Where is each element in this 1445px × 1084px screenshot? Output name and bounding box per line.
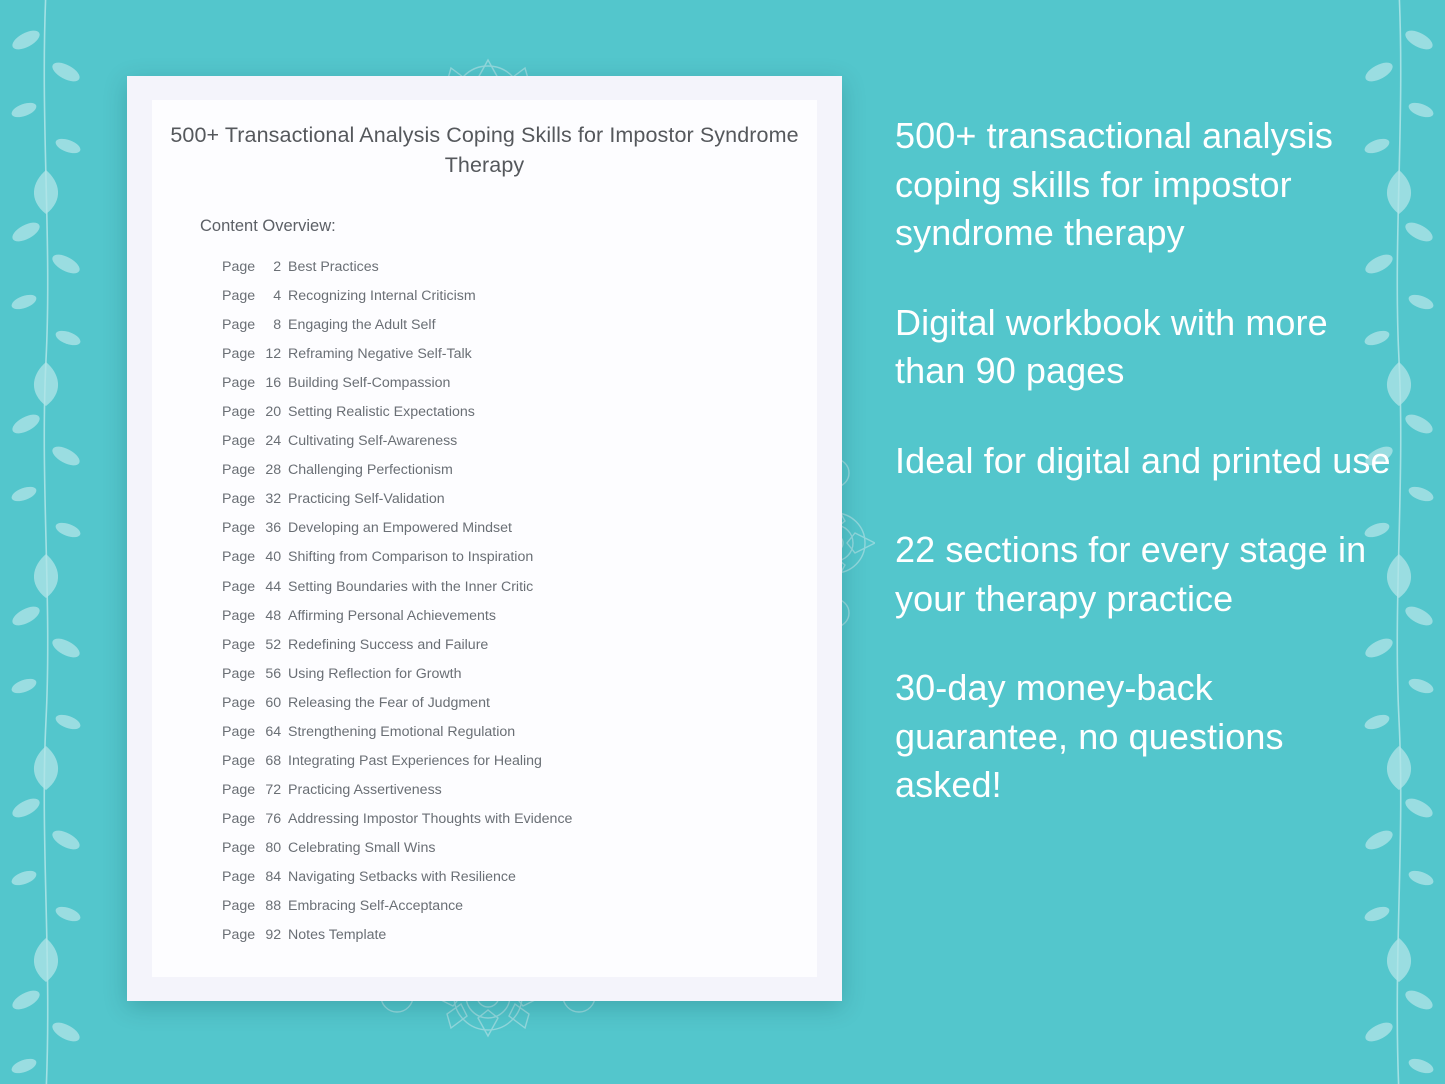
toc-section-label: Engaging the Adult Self	[288, 317, 436, 334]
toc-page-word: Page 52	[222, 636, 282, 653]
toc-section-label: Developing an Empowered Mindset	[288, 520, 512, 537]
toc-section-label: Redefining Success and Failure	[288, 636, 489, 653]
toc-page-word: Page 64	[222, 723, 282, 740]
toc-section-label: Setting Boundaries with the Inner Critic	[288, 578, 534, 595]
list-item	[222, 340, 802, 369]
toc-page-word: Page 60	[222, 694, 282, 711]
toc-section-label: Cultivating Self-Awareness	[288, 433, 458, 450]
list-item	[222, 427, 802, 456]
toc-page-word: Page 36	[222, 520, 282, 537]
toc-page-word: Page 76	[222, 810, 282, 827]
list-item	[222, 369, 802, 398]
floral-border-left	[0, 0, 92, 1084]
feature-item: Digital workbook with more than 90 pages	[895, 301, 1328, 391]
toc-section-label: Navigating Setbacks with Resilience	[288, 868, 516, 885]
list-item	[222, 602, 802, 631]
feature-item: 22 sections for every stage in your therapy practice	[895, 529, 1367, 619]
document-title: 500+ Transactional Analysis Coping Skills for Impostor Syndrome Therapy	[170, 123, 799, 177]
toc-page-word: Page 4	[222, 288, 282, 305]
toc-page-word: Page 28	[222, 462, 282, 479]
list-item	[222, 689, 802, 718]
list-item	[222, 456, 802, 485]
list-item	[222, 311, 802, 340]
feature-item: 30-day money-back guarantee, no questions asked!	[895, 667, 1284, 805]
list-item	[222, 776, 802, 805]
table-of-contents	[222, 253, 802, 950]
list-item	[222, 892, 802, 921]
feature-list	[895, 112, 1395, 810]
toc-section-label: Strengthening Emotional Regulation	[288, 723, 516, 740]
toc-section-label: Best Practices	[288, 259, 379, 275]
toc-page-word: Page 44	[222, 578, 282, 595]
feature-item: 500+ transactional analysis coping skills for impostor syndrome therapy	[895, 115, 1333, 253]
toc-page-word: Page 48	[222, 607, 282, 624]
toc-section-label: Shifting from Comparison to Inspiration	[288, 549, 534, 566]
toc-section-label: Integrating Past Experiences for Healing	[288, 752, 542, 769]
list-item	[222, 805, 802, 834]
list-item	[222, 514, 802, 543]
toc-page-word: Page 68	[222, 752, 282, 769]
list-item	[222, 398, 802, 427]
toc-section-label: Using Reflection for Growth	[288, 665, 462, 682]
list-item	[222, 660, 802, 689]
toc-section-label: Releasing the Fear of Judgment	[288, 694, 490, 711]
toc-section-label: Celebrating Small Wins	[288, 839, 436, 856]
toc-page-word: Page 80	[222, 839, 282, 856]
list-item	[222, 718, 802, 747]
toc-page-word: Page 56	[222, 665, 282, 682]
list-item	[222, 631, 802, 660]
toc-page-word: Page 92	[222, 927, 282, 944]
list-item	[222, 863, 802, 892]
toc-page-word: Page 32	[222, 491, 282, 508]
list-item	[222, 543, 802, 572]
list-item	[222, 921, 802, 950]
toc-section-label: Addressing Impostor Thoughts with Evidence	[288, 810, 573, 827]
toc-section-label: Practicing Self-Validation	[288, 491, 445, 508]
list-item	[222, 253, 802, 282]
toc-page-word: Page 16	[222, 375, 282, 392]
toc-section-label: Affirming Personal Achievements	[288, 607, 496, 624]
list-item	[222, 747, 802, 776]
feature-item: Ideal for digital and printed use	[895, 439, 1391, 481]
toc-page-word: Page 8	[222, 317, 282, 334]
list-item	[222, 573, 802, 602]
toc-page-word: Page 20	[222, 404, 282, 421]
toc-section-label: Setting Realistic Expectations	[288, 404, 475, 421]
toc-section-label: Notes Template	[288, 927, 387, 944]
toc-section-label: Challenging Perfectionism	[288, 462, 453, 479]
vine-pattern-icon	[0, 0, 92, 1084]
toc-page-word: Page 84	[222, 868, 282, 885]
list-item	[222, 834, 802, 863]
list-item	[222, 485, 802, 514]
toc-section-label: Recognizing Internal Criticism	[288, 288, 476, 305]
toc-page-word: Page 12	[222, 346, 282, 363]
toc-section-label: Practicing Assertiveness	[288, 781, 442, 798]
content-overview-label: Content Overview:	[200, 217, 336, 235]
toc-page-word: Page 72	[222, 781, 282, 798]
toc-page-word: Page 2	[222, 259, 282, 275]
toc-page-word: Page 88	[222, 898, 282, 915]
toc-page-word: Page 24	[222, 433, 282, 450]
toc-section-label: Embracing Self-Acceptance	[288, 898, 464, 915]
toc-section-label: Reframing Negative Self-Talk	[288, 346, 472, 363]
toc-page-word: Page 40	[222, 549, 282, 566]
toc-section-label: Building Self-Compassion	[288, 375, 451, 392]
list-item	[222, 282, 802, 311]
